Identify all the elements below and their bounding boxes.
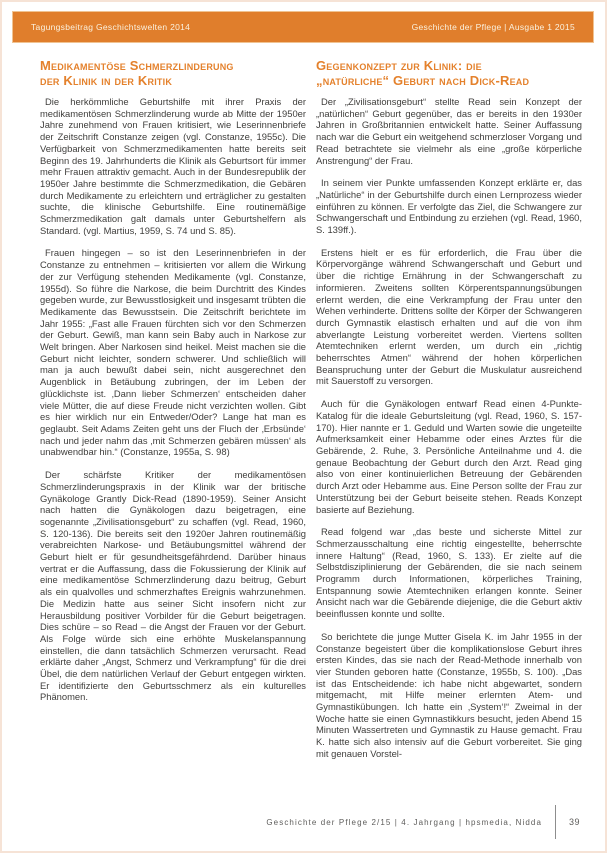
header-band: [12, 11, 594, 43]
paragraph: In seinem vier Punkte umfassenden Konzept erklärte er, das „Natürliche“ in der Geburtshilfe durch einen Lernprozess wieder einführen zu können. Er verfolgte das Ziel, die Schwangere zur Schwangerschaft und Entbindung zu erziehen (vgl. Read, 1960, S. 139ff.).: [316, 177, 582, 236]
left-column: [40, 58, 306, 771]
heading-line: „natürliche“ Geburt nach Dick-Read: [316, 73, 530, 88]
header-right-text: Geschichte der Pflege | Ausgabe 1 2015: [411, 22, 575, 32]
right-section-heading: [316, 58, 582, 88]
left-section-heading: [40, 58, 306, 88]
header-left-text: Tagungsbeitrag Geschichtswelten 2014: [31, 22, 191, 32]
right-column: [316, 58, 582, 771]
article-columns: [40, 58, 582, 771]
paragraph: Read folgend war „das beste und sicherste Mittel zur Schmerzausschaltung eine richtig eingestellte, beherrschte innere Haltung“ (Read, 1960, S. 133). Er zielte auf die Selbstdisziplinierung der Gebärenden, die sie nach seinem Programm durch Informationen, körperliches Training, Entspannung sowie Atemtechniken erlangen konnte. Seiner Ansicht nach war die Gebärende diejenige, die die Geburt aktiv beeinflussen konnte und sollte.: [316, 526, 582, 620]
paragraph: Der schärfste Kritiker der medikamentösen Schmerzlinderungspraxis in der Klinik war der britische Gynäkologe Grantly Dick-Read (1890-1959). Seiner Ansicht nach hatten die Gynäkologen dazu beigetragen, eine sogenannte „Zivilisationsgeburt“ zu schaffen (vgl. Read, 1960, S. 120-136). Die bereits seit den 1920er Jahren routinemäßig verabreichten Narkose- und Betäubungsmittel während der Geburt hielt er für gesundheitsgefährdend. Darüber hinaus vertrat er die Auffassung, dass die Fokussierung der Klinik auf eine medikamentöse Schmerzlinderung dazu beitrug, Geburt als ein qualvolles und schmerzhaftes Ereignis wahrzunehmen. Die Medizin hatte aus seiner Sicht insofern nicht zur Herausbildung positiver Vorbilder für die Geburt beigetragen. Dies schüre – so Read – die Angst der Frauen vor der Geburt. Als Folge würde sich eine erhöhte Muskelanspannung einstellen, die dann tatsächlich Schmerzen verursacht. Read erklärte daher „Angst, Schmerz und Verkrampfung“ für die drei Übel, die dem natürlichen Verlauf der Geburt entgegen wirkten. Er identifizierte den Geburtsschmerz als ein kulturelles Phänomen.: [40, 469, 306, 703]
footer-imprint: Geschichte der Pflege 2/15 | 4. Jahrgang | hpsmedia, Nidda: [266, 817, 542, 827]
paragraph: Frauen hingegen – so ist den Leserinnenbriefen in der Constanze zu entnehmen – kritisierten vor allem die Wirkung der zur Verfügung stehenden Medikamente (vgl. Constanze, 1955d). So führe die Narkose, die beim Durchtritt des Kindes gegeben wurde, zur Bewusstlosigkeit und insgesamt trübten die Medikamente das Bewusstsein. Die Zeitschrift berichtete im Jahr 1955: „Fast alle Frauen fürchten sich vor den Schmerzen der Geburt. Gewiß, man kann sein Baby auch in Narkose zur Welt bringen. Aber Narkosen sind heikel. Meist machen sie die Geburt nicht leichter, sondern schwerer. Und schließlich will man ja auch bewußt dabei sein, nicht ausgerechnet den Augenblick in Betäubung zubringen, der im Leben der glücklichste ist. ‚Dann lieber Schmerzen‘ entscheiden daher viele Mütter, die auf diese Freude nicht verzichten wollen. Gibt es hier wirklich nur ein Entweder/Oder? Lange hat man es geglaubt. Seit Adams Zeiten geht uns der Fluch der ‚Erbsünde‘ nach und jeder nahm das ‚mit Schmerzen gebären müssen‘ als unabwendbar hin.“ (Constanze, 1955a, S. 98): [40, 247, 306, 458]
footer: [266, 805, 589, 839]
paragraph: So berichtete die junge Mutter Gisela K. im Jahr 1955 in der Constanze begeistert über die komplikationslose Geburt ihres ersten Kindes, das sie nach der Read-Methode innerhalb von vier Stunden geboren hatte (Constanze, 1955b, S. 100). „Das ist das Entscheidende: ich habe nicht abgewartet, sondern mitgemacht, mit Hilfe meiner erlernten Atem- und Gymnastikübungen. Ich hatte ein ‚System‘!“ Zweimal in der Woche hatte sie einen Gymnastikkurs besucht, jeden Abend 15 Minuten Wassertreten und Gymnastik zu Hause gemacht. Frau K. hatte sich also intensiv auf die Geburt vorbereitet. Sie ging mit genauen Vorstel-: [316, 630, 582, 759]
footer-divider: [555, 805, 556, 839]
paragraph: Erstens hielt er es für erforderlich, die Frau über die Körpervorgänge während Schwangerschaft und Geburt und über die richtige Ernährung in der Schwangerschaft zu informieren. Zweitens sollten Körperentspannungsübungen erlernt werden, die eine Verkrampfung der Frau unter den Wehen verhinderte. Drittens sollte der Körper der Schwangeren durch Gymnastik elastisch erhalten und auf die von ihm abverlangte Leistung vorbereitet werden. Viertens sollten Atemtechniken erlernt werden, um durch ein „richtig beherrschtes Atmen“ während der hohen körperlichen Beanspruchung unter der Geburt die Muskulatur ausreichend mit Sauerstoff zu versorgen.: [316, 246, 582, 387]
heading-line: Gegenkonzept zur Klinik: die: [316, 58, 482, 73]
page-number: 39: [569, 817, 581, 827]
heading-line: Medikamentöse Schmerzlinderung: [40, 58, 234, 73]
paragraph: Die herkömmliche Geburtshilfe mit ihrer Praxis der medikamentösen Schmerzlinderung wurde ab Mitte der 1950er Jahre zunehmend von Frauen kritisiert, wie Leserinnenbriefe der Zeitschrift Constanze zeigen (vgl. Constanze, 1955c). Die Verfügbarkeit von Schmerzmedikamenten hatte bereits seit Beginn des 19. Jahrhunderts die Klinik als Geburtsort für immer mehr Frauen attraktiv gemacht. Auch in der Bundesrepublik der 1950er Jahre bestimmte die Schmerzmedikation, die Gebären durch Medikamente zu erleichtern und erträglicher zu gestalten suchte, die klinische Geburtshilfe. Eine routinemäßige Schmerzmedikation galt damals unter Geburtshelfern als Standard. (vgl. Martius, 1959, S. 74 und S. 85).: [40, 96, 306, 236]
paragraph: Der „Zivilisationsgeburt“ stellte Read sein Konzept der „natürlichen“ Geburt gegenüber, das er bereits in den 1930er Jahren in Großbritannien entwickelt hatte. Seiner Auffassung nach war die Geburt ein weitgehend schmerzloser Vorgang und Read betrachtete sie vielmehr als eine „große körperliche Anstrengung“ der Frau.: [316, 96, 582, 166]
heading-line: der Klinik in der Kritik: [40, 73, 173, 88]
paragraph: Auch für die Gynäkologen entwarf Read einen 4-Punkte-Katalog für die ideale Geburtsleitung (vgl. Read, 1960, S. 157-170). Hier nannte er 1. Geduld und Warten sowie die ungeteilte Aufmerksamkeit einer Hebamme oder eines Arztes für die Gebärende, 2. Ruhe, 3. Persönliche Anteilnahme und 4. die genaue Beobachtung der Geburt durch den Arzt. Read ging also von einer kontinuierlichen Betreuung der Gebärenden durch Arzt oder Hebamme aus. Eine Person sollte der Frau zur Unterstützung bei der Geburt beiseite stehen. Reads Konzept basierte auf Beziehung.: [316, 398, 582, 515]
